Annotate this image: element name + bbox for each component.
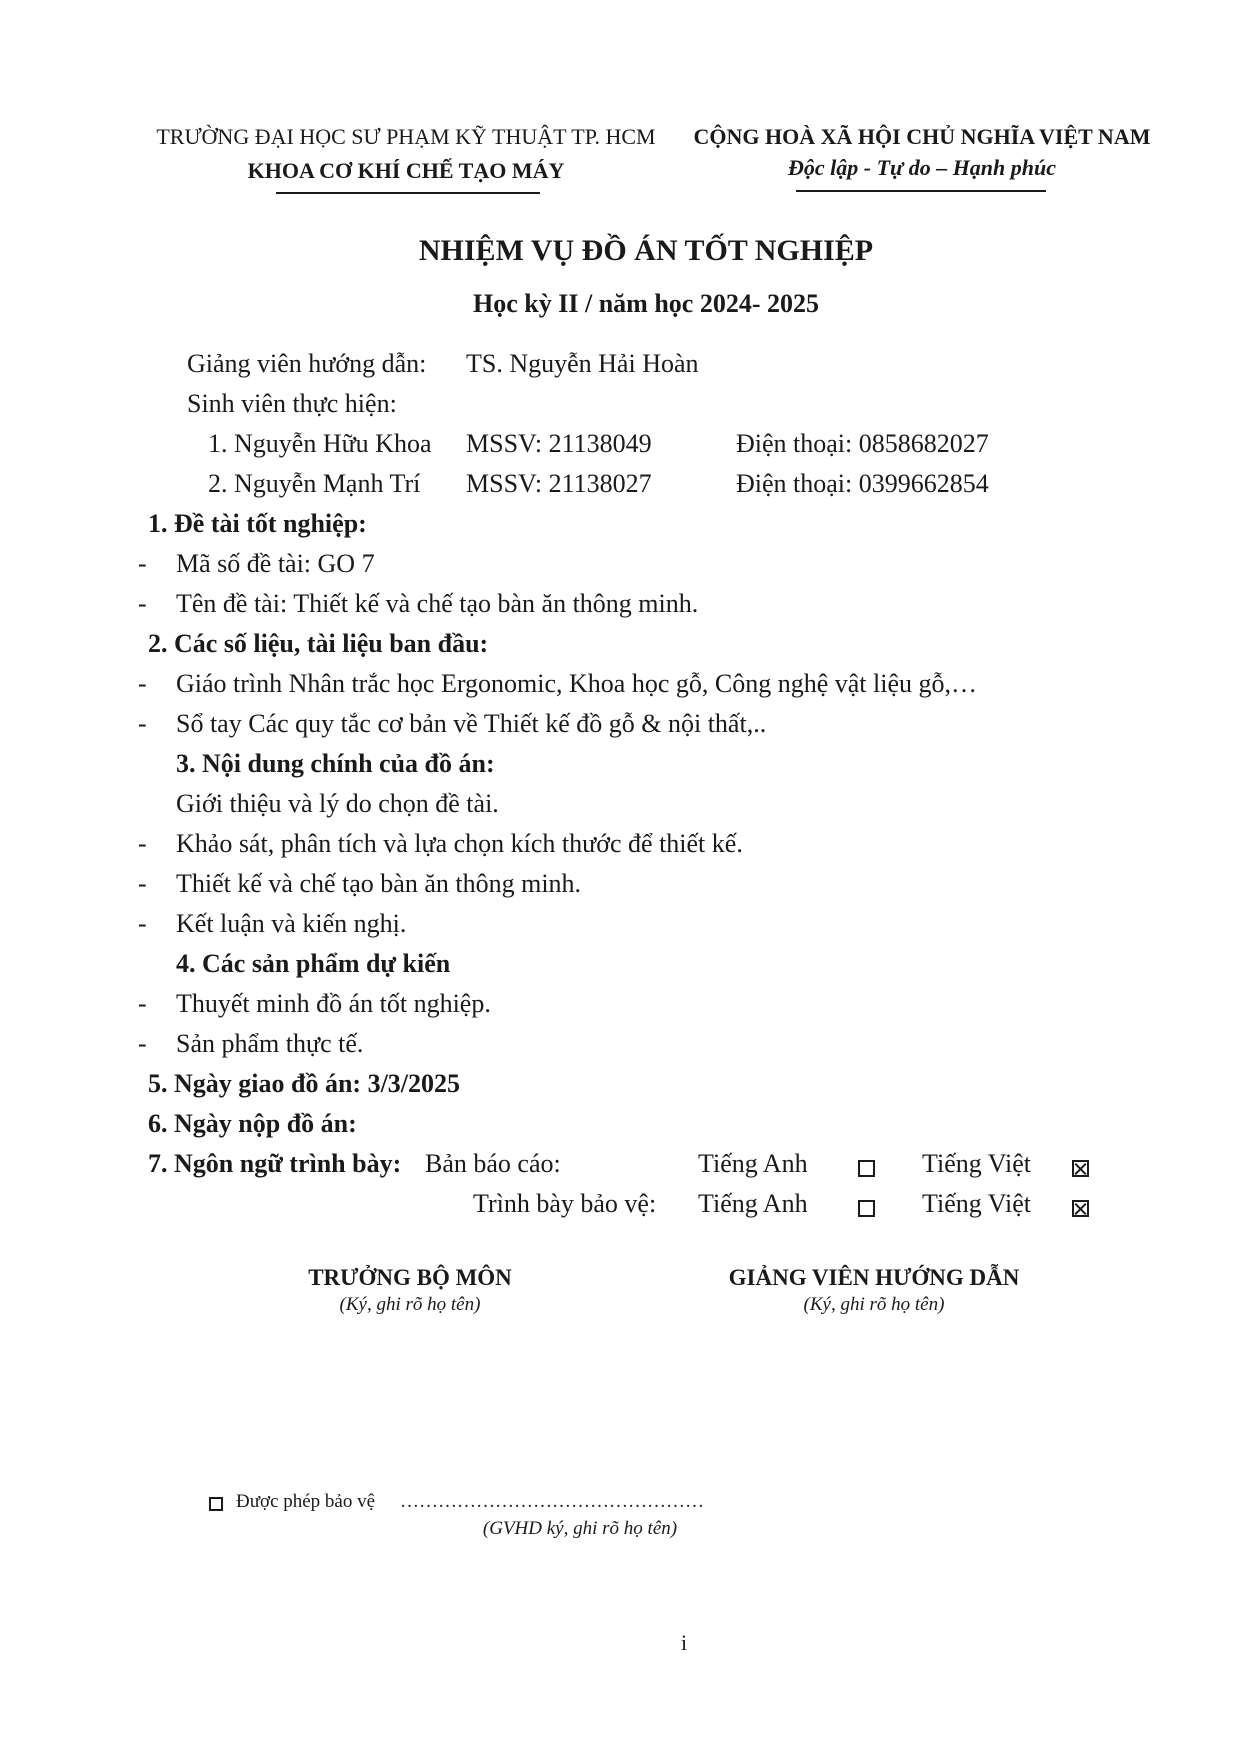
section-2-heading: 2. Các số liệu, tài liệu ban đầu: — [148, 629, 489, 658]
list-item: Sổ tay Các quy tắc cơ bản về Thiết kế đồ gỗ & nội thất,.. — [176, 709, 767, 738]
student-id: MSSV: 21138027 — [466, 469, 652, 498]
defense-english-checkbox[interactable] — [858, 1200, 875, 1217]
defense-vietnamese-checkbox[interactable] — [1072, 1200, 1089, 1217]
bullet-dash: - — [138, 869, 147, 898]
header-right-underline — [796, 190, 1046, 192]
list-item: Sản phẩm thực tế. — [176, 1029, 364, 1058]
list-item: Thiết kế và chế tạo bàn ăn thông minh. — [176, 869, 582, 898]
list-item: Giới thiệu và lý do chọn đề tài. — [176, 789, 499, 818]
advisor-signature-note: (Ký, ghi rõ họ tên) — [803, 1294, 945, 1315]
bullet-dash: - — [138, 589, 147, 618]
option-vietnamese-label: Tiếng Việt — [922, 1149, 1031, 1178]
option-english-label: Tiếng Anh — [698, 1149, 808, 1178]
advisor-signature-title: GIẢNG VIÊN HƯỚNG DẪN — [728, 1265, 1020, 1290]
header-left-underline — [276, 192, 540, 194]
section-3-heading: 3. Nội dung chính của đồ án: — [176, 749, 495, 778]
report-language-label: Bản báo cáo: — [425, 1149, 561, 1178]
list-item: Mã số đề tài: GO 7 — [176, 549, 375, 578]
approval-checkbox[interactable] — [209, 1497, 223, 1511]
students-label: Sinh viên thực hiện: — [187, 389, 397, 418]
list-item: Kết luận và kiến nghị. — [176, 909, 407, 938]
bullet-dash: - — [138, 669, 147, 698]
document-subtitle: Học kỳ II / năm học 2024- 2025 — [473, 289, 819, 318]
student-id: MSSV: 21138049 — [466, 429, 652, 458]
department-head-title: TRƯỞNG BỘ MÔN — [308, 1265, 512, 1290]
section-1-heading: 1. Đề tài tốt nghiệp: — [148, 509, 367, 538]
bullet-dash: - — [138, 709, 147, 738]
list-item: Thuyết minh đồ án tốt nghiệp. — [176, 989, 491, 1018]
section-6-heading: 6. Ngày nộp đồ án: — [148, 1109, 357, 1138]
page-number: i — [680, 1630, 688, 1655]
list-item: Giáo trình Nhân trắc học Ergonomic, Khoa học gỗ, Công nghệ vật liệu gỗ,… — [176, 669, 978, 698]
approval-signature-line: ………………………………………… — [400, 1491, 704, 1512]
department-head-note: (Ký, ghi rõ họ tên) — [339, 1294, 481, 1315]
list-item: Tên đề tài: Thiết kế và chế tạo bàn ăn thông minh. — [176, 589, 699, 618]
approval-label: Được phép bảo vệ — [236, 1491, 376, 1512]
faculty-name: KHOA CƠ KHÍ CHẾ TẠO MÁY — [247, 158, 565, 183]
bullet-dash: - — [138, 909, 147, 938]
country-name: CỘNG HOÀ XÃ HỘI CHỦ NGHĨA VIỆT NAM — [693, 124, 1151, 149]
option-vietnamese-label: Tiếng Việt — [922, 1189, 1031, 1218]
approval-note: (GVHD ký, ghi rõ họ tên) — [482, 1518, 678, 1539]
document-title: NHIỆM VỤ ĐỒ ÁN TỐT NGHIỆP — [418, 234, 874, 267]
student-name: 1. Nguyễn Hữu Khoa — [208, 429, 432, 458]
advisor-name: TS. Nguyễn Hải Hoàn — [466, 349, 699, 378]
option-english-label: Tiếng Anh — [698, 1189, 808, 1218]
bullet-dash: - — [138, 989, 147, 1018]
section-7-heading: 7. Ngôn ngữ trình bày: — [148, 1149, 402, 1178]
student-phone: Điện thoại: 0858682027 — [736, 429, 989, 458]
bullet-dash: - — [138, 549, 147, 578]
student-phone: Điện thoại: 0399662854 — [736, 469, 989, 498]
bullet-dash: - — [138, 1029, 147, 1058]
bullet-dash: - — [138, 829, 147, 858]
section-5-heading: 5. Ngày giao đồ án: 3/3/2025 — [148, 1069, 461, 1098]
report-vietnamese-checkbox[interactable] — [1072, 1160, 1089, 1177]
defense-language-label: Trình bày bảo vệ: — [473, 1189, 657, 1218]
national-motto: Độc lập - Tự do – Hạnh phúc — [787, 155, 1057, 180]
list-item: Khảo sát, phân tích và lựa chọn kích thước để thiết kế. — [176, 829, 743, 858]
report-english-checkbox[interactable] — [858, 1160, 875, 1177]
university-name: TRƯỜNG ĐẠI HỌC SƯ PHẠM KỸ THUẬT TP. HCM — [156, 124, 656, 149]
advisor-label: Giảng viên hướng dẫn: — [187, 349, 427, 378]
student-name: 2. Nguyễn Mạnh Trí — [208, 469, 421, 498]
section-4-heading: 4. Các sản phẩm dự kiến — [176, 949, 451, 978]
